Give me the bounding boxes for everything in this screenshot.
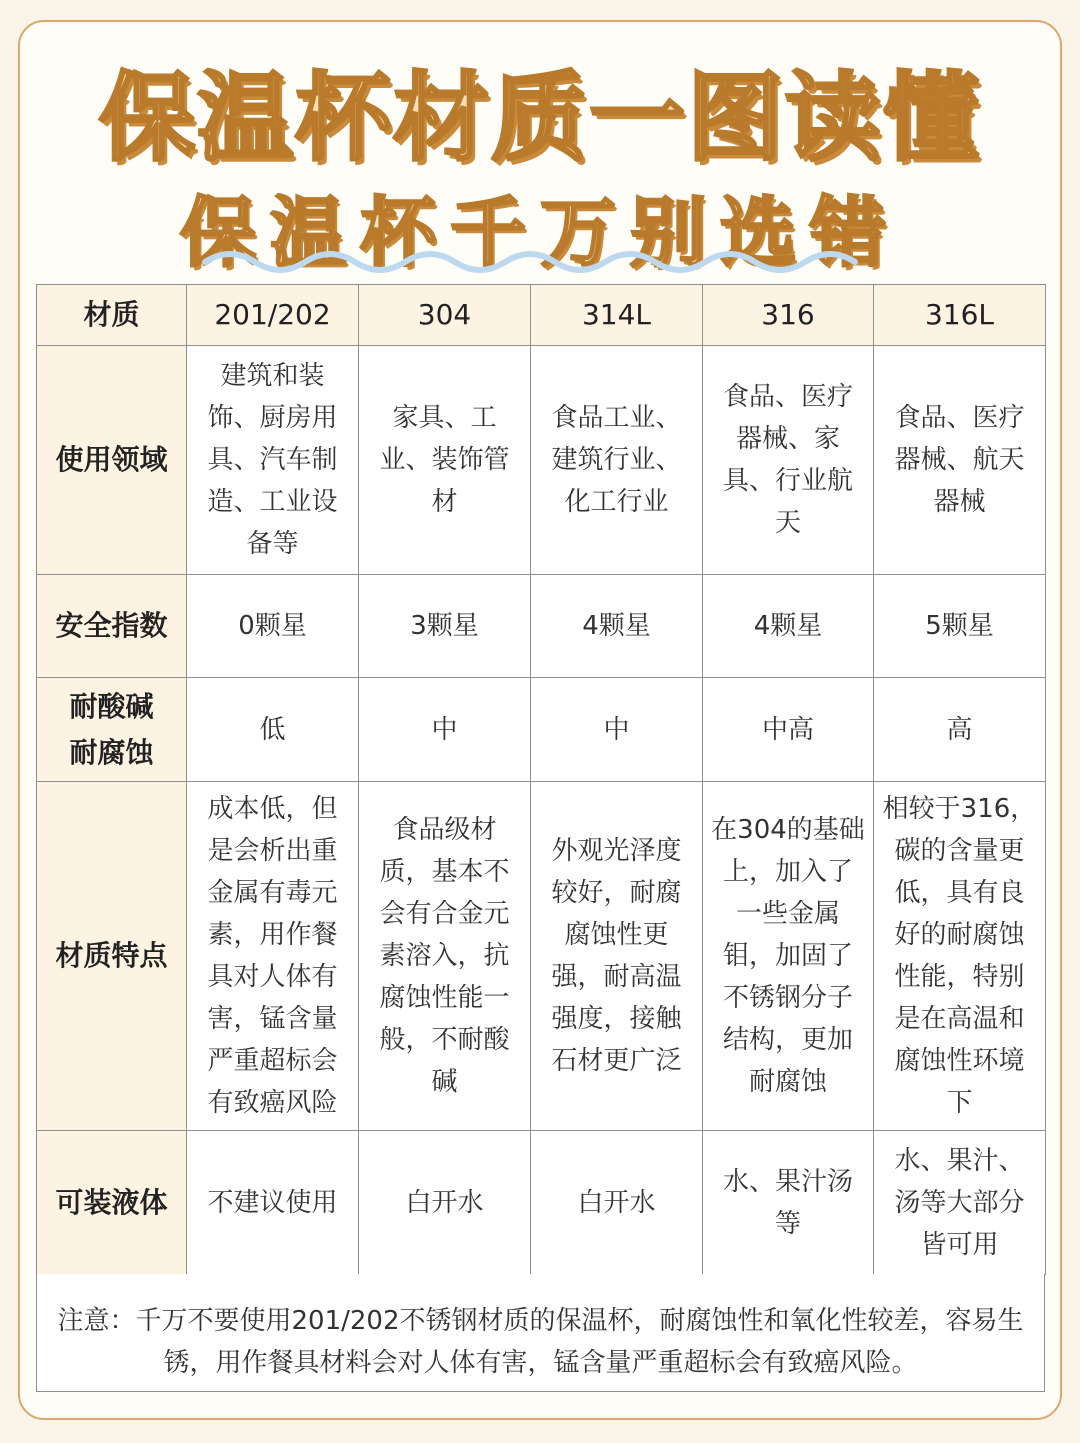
table-row-liquids — [37, 1131, 1046, 1275]
table-cell: 5颗星 — [874, 575, 1046, 678]
table-cell: 建筑和装饰、厨房用具、汽车制造、工业设备等 — [187, 346, 359, 575]
table-row-safety — [37, 575, 1046, 678]
row-label-usage: 使用领域 — [37, 346, 187, 575]
table-cell: 水、果汁、汤等大部分皆可用 — [874, 1131, 1046, 1275]
table-cell: 食品、医疗器械、航天器械 — [874, 346, 1046, 575]
column-header-201-202: 201/202 — [187, 285, 359, 346]
table-cell: 4颗星 — [531, 575, 703, 678]
table-cell: 不建议使用 — [187, 1131, 359, 1275]
table-cell: 3颗星 — [359, 575, 531, 678]
table-cell: 相较于316，碳的含量更低，具有良好的耐腐蚀性能，特别是在高温和腐蚀性环境下 — [874, 782, 1046, 1131]
table-cell: 0颗星 — [187, 575, 359, 678]
page-title: 保温杯材质一图读懂 — [99, 62, 981, 174]
table-cell: 低 — [187, 678, 359, 782]
table-cell: 高 — [874, 678, 1046, 782]
table-row-features — [37, 782, 1046, 1131]
row-label-corrosion: 耐酸碱耐腐蚀 — [37, 678, 187, 782]
column-header-314l: 314L — [531, 285, 703, 346]
table-cell: 成本低，但是会析出重金属有毒元素，用作餐具对人体有害，锰含量严重超标会有致癌风险 — [187, 782, 359, 1131]
table-cell: 食品工业、建筑行业、化工行业 — [531, 346, 703, 575]
material-table — [36, 284, 1046, 1275]
table-cell: 4颗星 — [703, 575, 874, 678]
table-cell: 白开水 — [359, 1131, 531, 1275]
table-cell: 中 — [359, 678, 531, 782]
row-label-features: 材质特点 — [37, 782, 187, 1131]
row-label-liquids: 可装液体 — [37, 1131, 187, 1275]
table-cell: 白开水 — [531, 1131, 703, 1275]
row-label-safety: 安全指数 — [37, 575, 187, 678]
wave-decoration — [200, 240, 865, 276]
column-header-316l: 316L — [874, 285, 1046, 346]
wave-line — [205, 254, 855, 270]
table-header-row — [37, 285, 1046, 346]
column-header-316: 316 — [703, 285, 874, 346]
table-row-usage — [37, 346, 1046, 575]
table-cell: 食品级材质，基本不会有合金元素溶入，抗腐蚀性能一般，不耐酸碱 — [359, 782, 531, 1131]
table-cell: 外观光泽度较好，耐腐腐蚀性更强，耐高温强度，接触石材更广泛 — [531, 782, 703, 1131]
page-subtitle: 保温杯千万别选错 — [180, 188, 900, 277]
table-cell: 中高 — [703, 678, 874, 782]
table-row-corrosion — [37, 678, 1046, 782]
table-cell: 食品、医疗器械、家具、行业航天 — [703, 346, 874, 575]
column-header-material: 材质 — [37, 285, 187, 346]
table-cell: 在304的基础上，加入了一些金属钼，加固了不锈钢分子结构，更加耐腐蚀 — [703, 782, 874, 1131]
table-cell: 中 — [531, 678, 703, 782]
table-cell: 家具、工业、装饰管材 — [359, 346, 531, 575]
table-cell: 水、果汁汤等 — [703, 1131, 874, 1275]
warning-note: 注意：千万不要使用201/202不锈钢材质的保温杯，耐腐蚀性和氧化性较差，容易生锈，用作餐具材料会对人体有害，锰含量严重超标会有致癌风险。 — [36, 1274, 1045, 1392]
column-header-304: 304 — [359, 285, 531, 346]
